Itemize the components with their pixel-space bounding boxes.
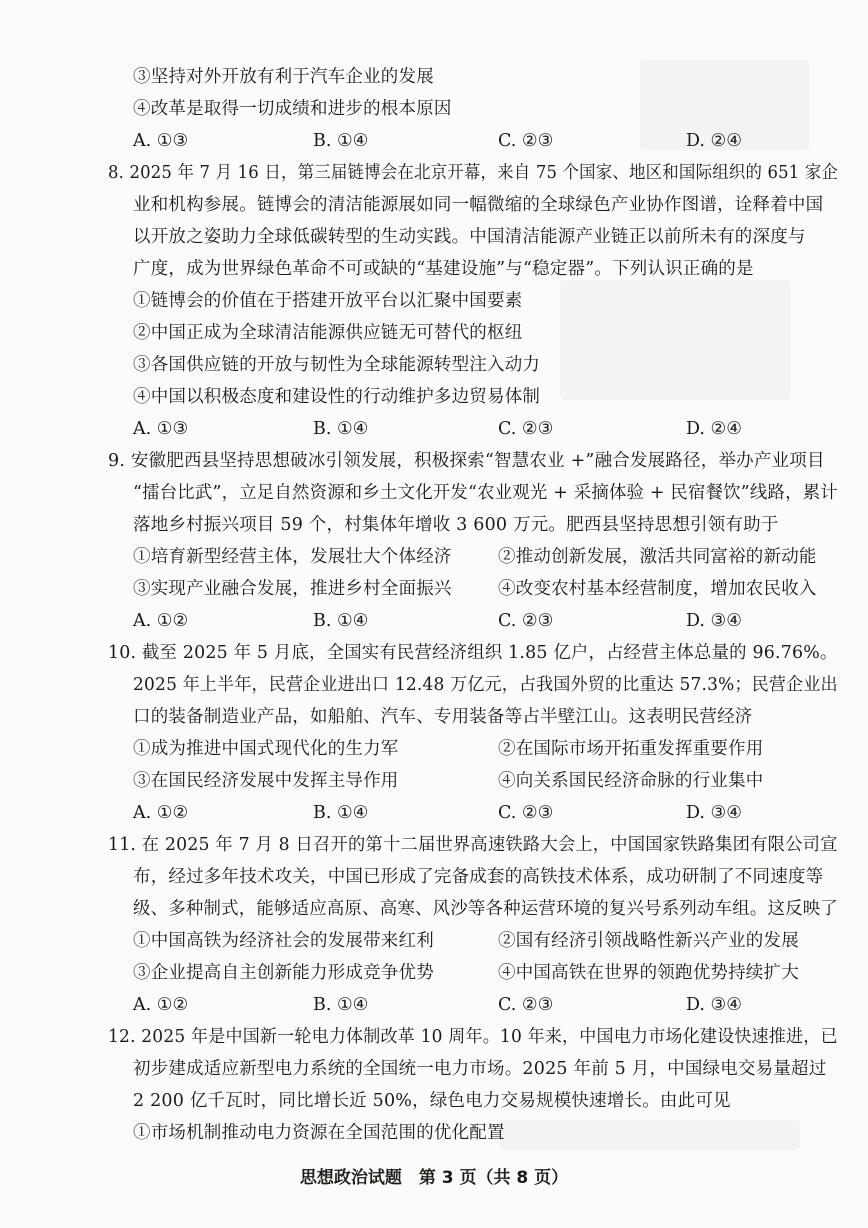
q11-statement-2: ②国有经济引领战略性新兴产业的发展 (498, 931, 799, 951)
q11-stem-line-1: 11. 在 2025 年 7 月 8 日召开的第十二届世界高速铁路大会上，中国国家铁路集团有限公司宣 (108, 835, 838, 855)
q12-stem-line-1: 12. 2025 年是中国新一轮电力体制改革 10 周年。10 年来，中国电力市场化建设快速推进，已 (108, 1027, 838, 1047)
q9-stem-line-1: 9. 安徽肥西县坚持思想破冰引领发展，积极探索“智慧农业 +”融合发展路径，举办产业项目 (108, 451, 825, 471)
q8-option-d: D. ②④ (686, 419, 742, 439)
q7-option-d: D. ②④ (686, 131, 742, 151)
q10-statement-1: ①成为推进中国式现代化的生力军 (133, 739, 399, 759)
q10-statement-3: ③在国民经济发展中发挥主导作用 (133, 771, 399, 791)
q11-stem-line-2: 布，经过多年技术攻关，中国已形成了完备成套的高铁技术体系，成功研制了不同速度等 (133, 867, 824, 887)
q7-statement-3: ③坚持对外开放有利于汽车企业的发展 (133, 67, 434, 87)
bleed-through-mark (560, 280, 790, 400)
q10-option-a: A. ①② (133, 803, 189, 823)
q9-stem-line-2: “擂台比武”，立足自然资源和乡土文化开发“农业观光 + 采摘体验 + 民宿餐饮”线路，累计 (133, 483, 838, 503)
q8-option-b: B. ①④ (313, 419, 369, 439)
q8-statement-2: ②中国正成为全球清洁能源供应链无可替代的枢纽 (133, 323, 523, 343)
q8-stem-line-4: 广度，成为世界绿色革命不可或缺的“基建设施”与“稳定器”。下列认识正确的是 (133, 259, 754, 279)
q11-option-b: B. ①④ (313, 995, 369, 1015)
q9-option-d: D. ③④ (686, 611, 742, 631)
q12-stem-line-3: 2 200 亿千瓦时，同比增长近 50%，绿色电力交易规模快速增长。由此可见 (133, 1091, 731, 1111)
q9-option-c: C. ②③ (498, 611, 554, 631)
q10-statement-4: ④向关系国民经济命脉的行业集中 (498, 771, 764, 791)
q11-statement-4: ④中国高铁在世界的领跑优势持续扩大 (498, 963, 799, 983)
q10-statement-2: ②在国际市场开拓重发挥重要作用 (498, 739, 764, 759)
q9-statement-3: ③实现产业融合发展，推进乡村全面振兴 (133, 579, 452, 599)
bleed-through-mark (500, 1120, 800, 1150)
q11-option-d: D. ③④ (686, 995, 742, 1015)
q9-statement-1: ①培育新型经营主体，发展壮大个体经济 (133, 547, 452, 567)
q8-statement-4: ④中国以积极态度和建设性的行动维护多边贸易体制 (133, 387, 541, 407)
q7-option-b: B. ①④ (313, 131, 369, 151)
q8-option-c: C. ②③ (498, 419, 554, 439)
q9-stem-line-3: 落地乡村振兴项目 59 个，村集体年增收 3 600 万元。肥西县坚持思想引领有助于 (133, 515, 779, 535)
q12-statement-1: ①市场机制推动电力资源在全国范围的优化配置 (133, 1123, 505, 1143)
q9-option-a: A. ①② (133, 611, 189, 631)
q11-option-a: A. ①② (133, 995, 189, 1015)
q10-stem-line-3: 口的装备制造业产品，如船舶、汽车、专用装备等占半壁江山。这表明民营经济 (133, 707, 753, 727)
q8-statement-3: ③各国供应链的开放与韧性为全球能源转型注入动力 (133, 355, 541, 375)
q11-stem-line-3: 级、多种制式，能够适应高原、高寒、风沙等各种运营环境的复兴号系列动车组。这反映了 (133, 899, 839, 919)
q10-stem-line-1: 10. 截至 2025 年 5 月底，全国实有民营经济组织 1.85 亿户，占经营主体总量的 96.76%。 (108, 643, 838, 663)
q10-option-c: C. ②③ (498, 803, 554, 823)
q11-statement-3: ③企业提高自主创新能力形成竞争优势 (133, 963, 434, 983)
page-footer: 思想政治试题 第 3 页（共 8 页） (299, 1168, 569, 1188)
q7-option-a: A. ①③ (133, 131, 189, 151)
q8-statement-1: ①链博会的价值在于搭建开放平台以汇聚中国要素 (133, 291, 523, 311)
q8-stem-line-1: 8. 2025 年 7 月 16 日，第三届链博会在北京开幕，来自 75 个国家、地区和国际组织的 651 家企 (108, 163, 839, 183)
q7-option-c: C. ②③ (498, 131, 554, 151)
q11-option-c: C. ②③ (498, 995, 554, 1015)
q12-stem-line-2: 初步建成适应新型电力系统的全国统一电力市场。2025 年前 5 月，中国绿电交易量超过 (133, 1059, 827, 1079)
q10-option-b: B. ①④ (313, 803, 369, 823)
q9-option-b: B. ①④ (313, 611, 369, 631)
q9-statement-2: ②推动创新发展，激活共同富裕的新动能 (498, 547, 817, 567)
q10-stem-line-2: 2025 年上半年，民营企业进出口 12.48 万亿元，占我国外贸的比重达 57.3%；民营企业出 (133, 675, 838, 695)
q10-option-d: D. ③④ (686, 803, 742, 823)
q8-stem-line-2: 业和机构参展。链博会的清洁能源展如同一幅微缩的全球绿色产业协作图谱，诠释着中国 (133, 195, 824, 215)
q11-statement-1: ①中国高铁为经济社会的发展带来红利 (133, 931, 434, 951)
q9-statement-4: ④改变农村基本经营制度，增加农民收入 (498, 579, 817, 599)
q7-statement-4: ④改革是取得一切成绩和进步的根本原因 (133, 99, 452, 119)
q8-stem-line-3: 以开放之姿助力全球低碳转型的生动实践。中国清洁能源产业链正以前所未有的深度与 (133, 227, 806, 247)
q8-option-a: A. ①③ (133, 419, 189, 439)
